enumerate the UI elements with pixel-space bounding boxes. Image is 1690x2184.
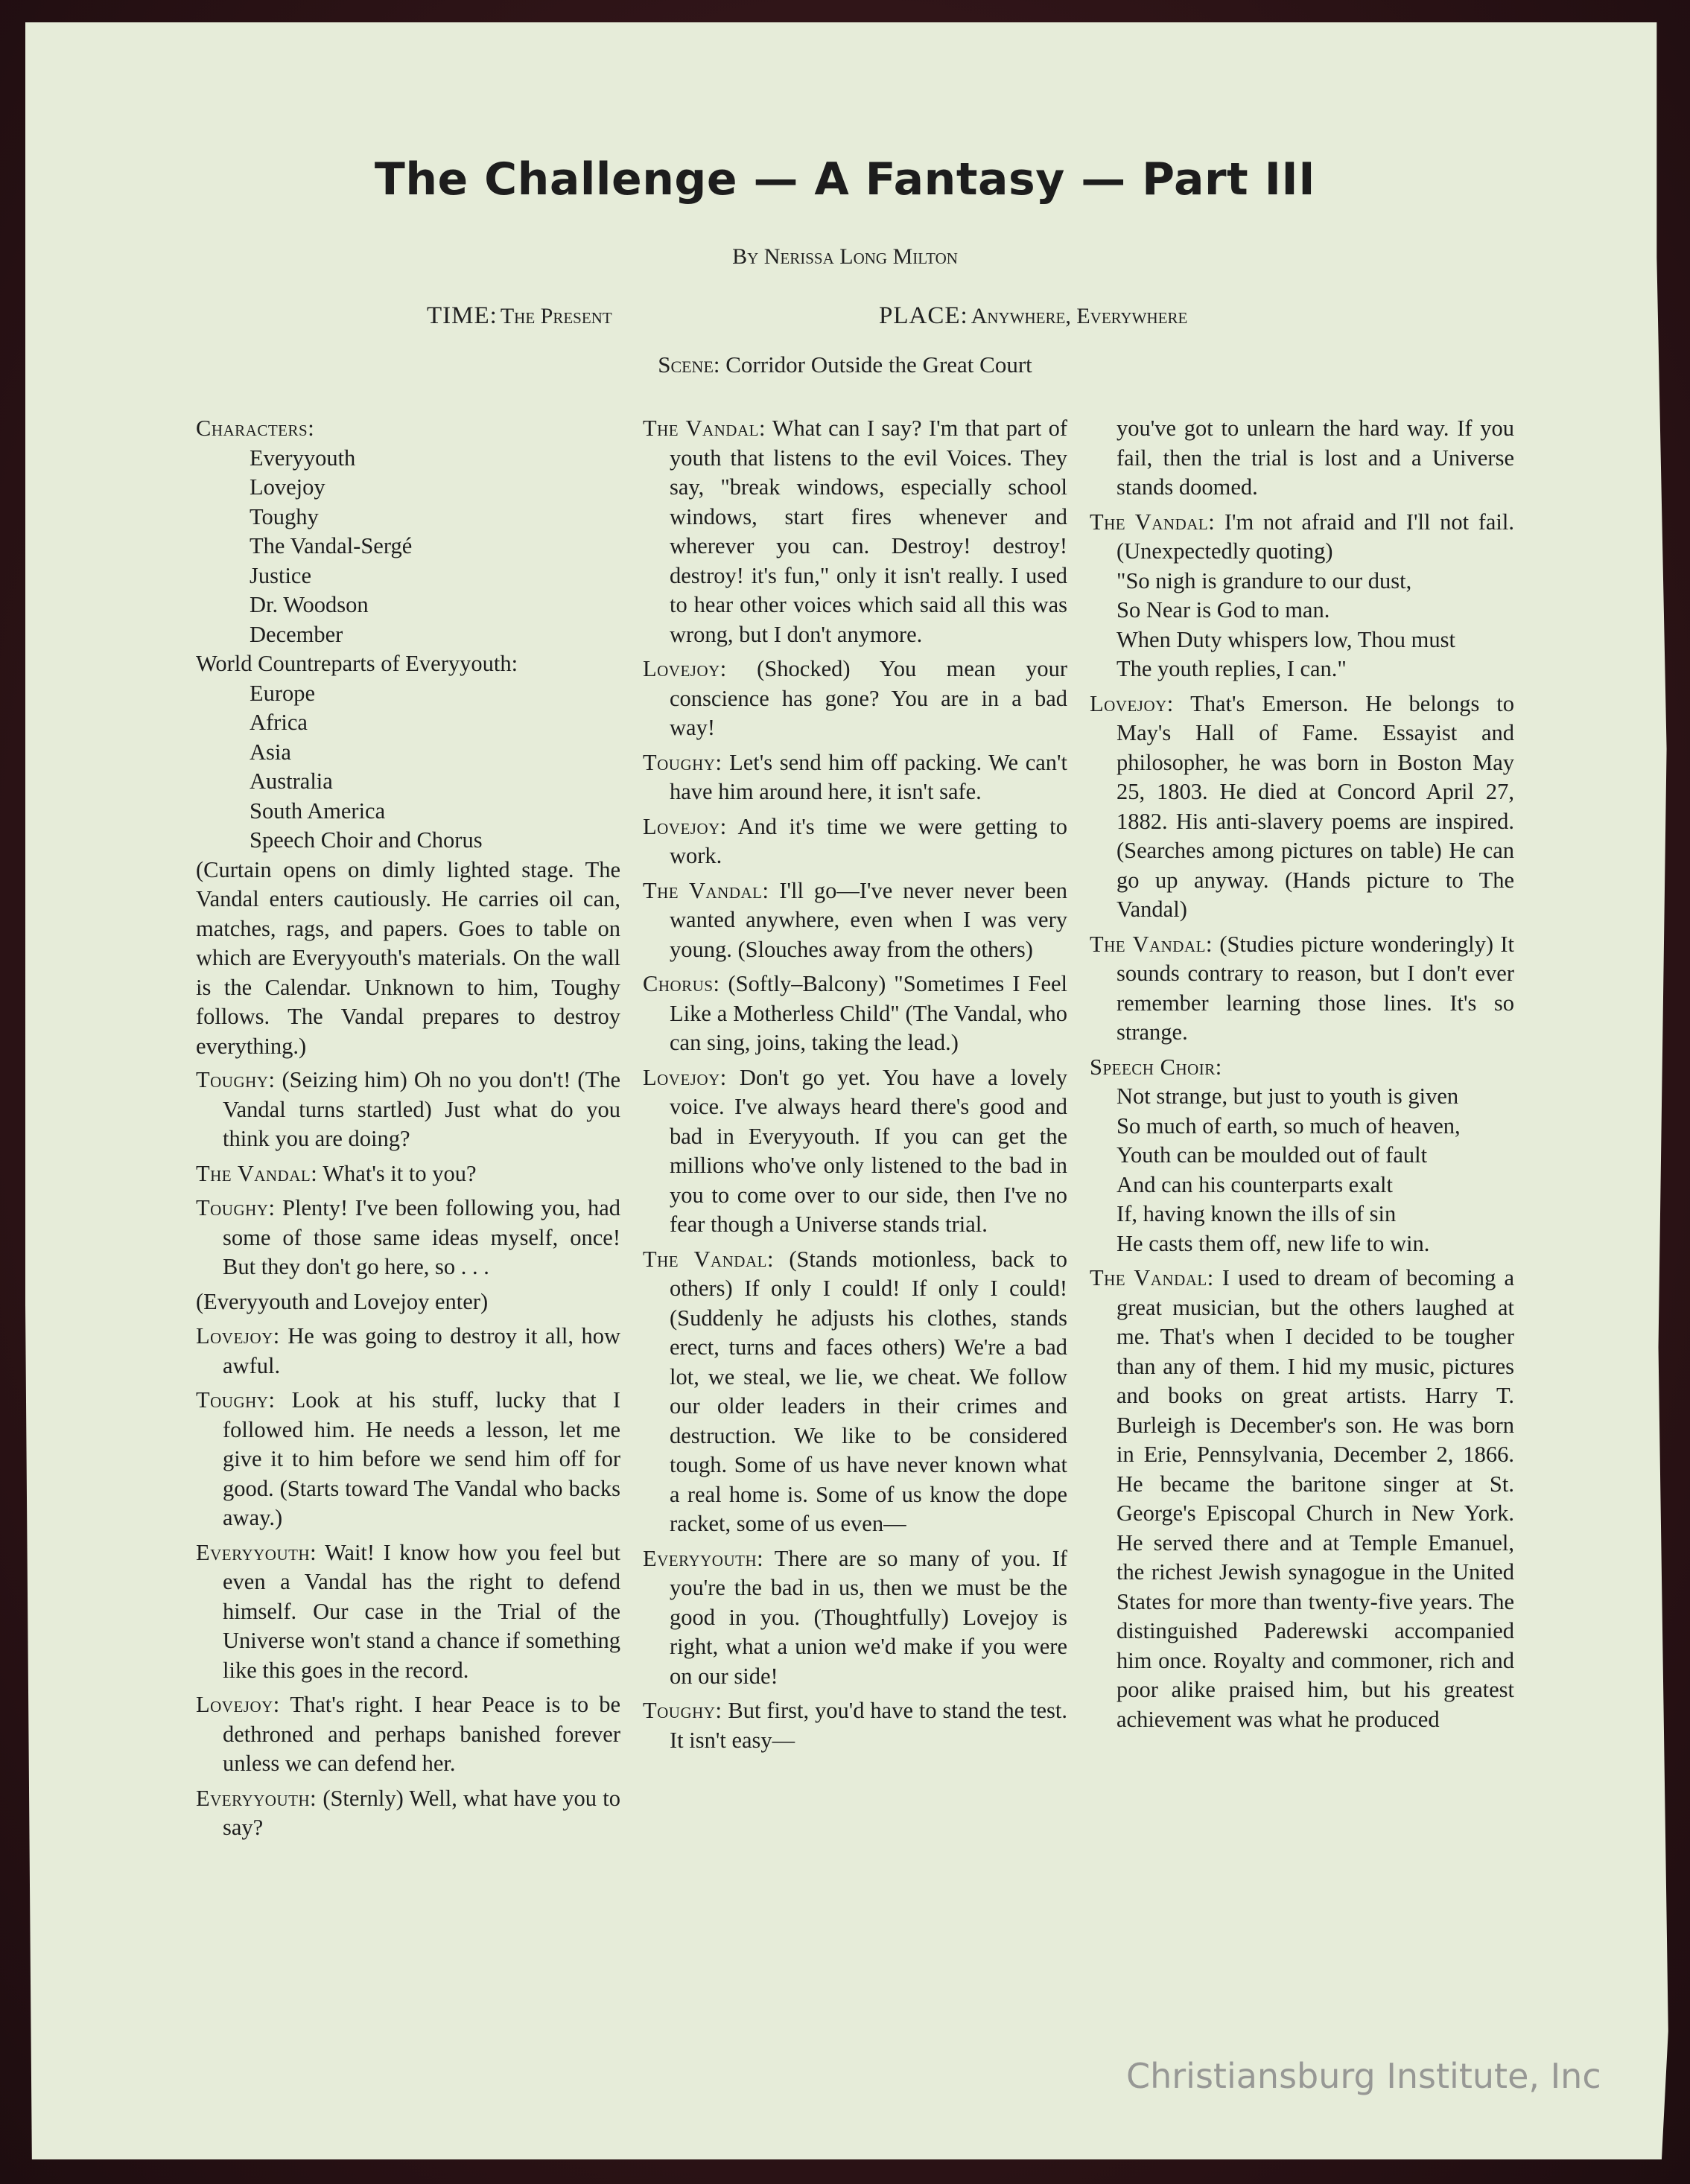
text-column-3 <box>1090 414 1514 1739</box>
dialogue-paragraph <box>196 1159 620 1189</box>
verse-line: Not strange, but just to youth is given <box>1116 1083 1459 1109</box>
verse-line: The youth replies, I can." <box>1116 656 1347 681</box>
scene-value: Corridor Outside the Great Court <box>725 351 1032 378</box>
dialogue-paragraph <box>1090 690 1514 925</box>
verse-line: When Duty whispers low, Thou must <box>1116 626 1455 652</box>
speech-choir-heading: Speech Choir: <box>1090 1054 1222 1080</box>
watermark-text: Christiansburg Institute, Inc <box>1126 2056 1601 2096</box>
speaker-name: The Vandal: <box>643 1246 774 1272</box>
speaker-name: Everyyouth: <box>643 1545 764 1571</box>
dialogue-text: (Sternly) Well, what have you to say? <box>223 1785 620 1840</box>
dialogue-text: I'm not afraid and I'll not fail. (Unexpectedly quoting) <box>1116 509 1515 564</box>
counterpart-name: Europe <box>250 680 316 706</box>
dialogue-text: That's Emerson. He belongs to May's Hall of Fame. Essayist and philosopher, he was born in Boston May 25, 1803. He died at Concord April 27, 1882. His anti-slavery poems are inspired. (Searches among pictures on table) He can go up anyway. (Hands picture to The Vandal) <box>1116 690 1514 922</box>
speaker-name: The Vandal: <box>1090 1265 1214 1290</box>
speaker-name: Toughy: <box>196 1387 276 1413</box>
speaker-name: Toughy: <box>196 1067 276 1092</box>
dialogue-paragraph <box>196 1784 620 1843</box>
speaker-name: Lovejoy: <box>643 813 727 839</box>
character-name: Justice <box>250 562 312 588</box>
dialogue-continuation: you've got to unlearn the hard way. If you fail, then the trial is lost and a Universe stands doomed. <box>1116 416 1514 500</box>
speaker-name: Lovejoy: <box>643 656 727 681</box>
scene-label: Scene: <box>658 351 720 378</box>
dialogue-text: I used to dream of becoming a great musician, but the others laughed at me. That's when I decided to be tougher than any of them. I hid my music, pictures and books on great artists. Harry T. Burleigh is December's son. He was born in Erie, Pennsylvania, December 2, 1866. He became the baritone singer at St. George's Episcopal Church in New York. He served there and at Temple Emanuel, the richest Jewish synagogue in the United States for more than twenty-five years. The distinguished Paderewski accompanied him once. Royalty and commoner, rich and poor alike praised him, but his greatest achievement was what he produced <box>1116 1265 1514 1732</box>
dialogue-paragraph <box>196 1194 620 1282</box>
dialogue-paragraph <box>196 1322 620 1381</box>
dialogue-text: There are so many of you. If you're the bad in us, then we must be the good in you. (Thoughtfully) Lovejoy is right, what a union we'd make if you were on our side! <box>670 1545 1067 1689</box>
dialogue-paragraph <box>643 1696 1067 1755</box>
dialogue-text: But first, you'd have to stand the test. It isn't easy— <box>670 1698 1067 1753</box>
dialogue-text: (Seizing him) Oh no you don't! (The Vandal turns startled) Just what do you think you are doing? <box>223 1067 620 1151</box>
verse-line: If, having known the ills of sin <box>1116 1201 1397 1226</box>
time-line <box>427 302 612 330</box>
counterpart-name: Asia <box>250 739 291 765</box>
text-column-2 <box>643 414 1067 1760</box>
speaker-name: The Vandal: <box>643 416 766 441</box>
dialogue-text: That's right. I hear Peace is to be dethroned and perhaps banished forever unless we can defend her. <box>223 1692 621 1776</box>
dialogue-paragraph <box>643 1544 1067 1692</box>
verse-line: So Near is God to man. <box>1116 597 1330 623</box>
counterpart-name: Speech Choir and Chorus <box>250 827 483 853</box>
dialogue-text: He was going to destroy it all, how awful. <box>223 1323 621 1378</box>
counterpart-name: Africa <box>250 710 308 735</box>
speaker-name: Lovejoy: <box>196 1323 280 1349</box>
counterpart-name: Australia <box>250 768 333 794</box>
dialogue-text: Plenty! I've been following you, had some of those same ideas myself, once! But they don't go here, so . . . <box>223 1195 621 1279</box>
dialogue-text: (Stands motionless, back to others) If only I could! If only I could! (Suddenly he adjusts his clothes, stands erect, turns and faces others) We're a bad lot, we steal, we lie, we cheat. We follow our older leaders in their crimes and destruction. We like to be considered tough. Some of us have never known what a real home is. Some of us know the dope racket, some of us even— <box>670 1246 1068 1536</box>
dialogue-text: Wait! I know how you feel but even a Vandal has the right to defend himself. Our case in the Trial of the Universe won't stand a chance if something like this goes in the record. <box>223 1539 621 1683</box>
place-line <box>879 302 1187 330</box>
dialogue-paragraph <box>643 970 1067 1058</box>
speaker-name: The Vandal: <box>643 877 769 903</box>
speaker-name: The Vandal: <box>196 1160 318 1186</box>
dialogue-paragraph <box>196 1690 620 1779</box>
verse-line: He casts them off, new life to win. <box>1116 1230 1430 1256</box>
scene-line <box>0 351 1690 378</box>
dialogue-paragraph <box>196 1386 620 1533</box>
verse-line: And can his counterparts exalt <box>1116 1171 1393 1197</box>
dialogue-paragraph <box>196 1538 620 1686</box>
world-counterparts-heading: World Countreparts of Everyyouth: <box>196 651 518 676</box>
dialogue-text: (Shocked) You mean your conscience has gone? You are in a bad way! <box>670 656 1067 740</box>
place-value: Anywhere, Everywhere <box>971 304 1188 328</box>
speaker-name: Chorus: <box>643 971 720 996</box>
dialogue-text: Don't go yet. You have a lovely voice. I've always heard there's good and bad in Everyyouth. If you can get the millions who've only listened to the bad in you to come over to our side, then I've no fear though a Universe stands trial. <box>670 1064 1067 1237</box>
speaker-name: Lovejoy: <box>1090 690 1174 716</box>
dialogue-paragraph <box>196 1066 620 1154</box>
character-name: The Vandal-Sergé <box>250 533 413 558</box>
characters-heading: Characters: <box>196 416 315 441</box>
dialogue-text: Let's send him off packing. We can't have him around here, it isn't safe. <box>670 749 1067 804</box>
speaker-name: Everyyouth: <box>196 1785 317 1811</box>
time-value: The Present <box>500 304 612 328</box>
dialogue-paragraph <box>1090 1264 1514 1734</box>
verse-line: So much of earth, so much of heaven, <box>1116 1112 1461 1139</box>
character-name: Dr. Woodson <box>250 592 369 617</box>
time-label: TIME: <box>427 302 498 329</box>
text-column-1 <box>196 414 620 1848</box>
character-name: Toughy <box>250 503 319 529</box>
speaker-name: Lovejoy: <box>196 1692 280 1717</box>
character-name: December <box>250 621 343 647</box>
verse-line: "So nigh is grandure to our dust, <box>1116 567 1412 593</box>
dialogue-text: Look at his stuff, lucky that I followed him. He needs a lesson, let me give it to him before we send him off for good. (Starts toward The Vandal who backs away.) <box>223 1387 621 1530</box>
dialogue-text: I'll go—I've never never been wanted anywhere, even when I was very young. (Slouches away from the others) <box>670 877 1068 962</box>
speaker-name: Toughy: <box>196 1195 276 1220</box>
dialogue-text: (Studies picture wonderingly) It sounds contrary to reason, but I don't ever remember learning those lines. It's so strange. <box>1116 931 1515 1045</box>
dialogue-paragraph <box>643 876 1067 965</box>
dialogue-text: And it's time we were getting to work. <box>670 813 1067 868</box>
dialogue-paragraph <box>643 1063 1067 1240</box>
dialogue-paragraph <box>1090 930 1514 1048</box>
speaker-name: Lovejoy: <box>643 1064 727 1090</box>
article-title: The Challenge — A Fantasy — Part III <box>374 153 1316 206</box>
speaker-name: Toughy: <box>643 749 722 775</box>
speaker-name: Everyyouth: <box>196 1539 317 1565</box>
speaker-name: The Vandal: <box>1090 509 1216 535</box>
verse-line: Youth can be moulded out of fault <box>1116 1142 1428 1168</box>
character-name: Lovejoy <box>250 474 325 500</box>
dialogue-paragraph <box>643 748 1067 807</box>
speaker-name: Toughy: <box>643 1698 722 1723</box>
dialogue-paragraph <box>643 812 1067 871</box>
speaker-name: The Vandal: <box>1090 931 1213 957</box>
dialogue-paragraph <box>643 1245 1067 1539</box>
dialogue-text: What can I say? I'm that part of youth that listens to the evil Voices. They say, "break windows, especially school windows, start fires whenever and wherever you can. Destroy! destroy! destroy! it's fun," only it isn't really. I used to hear other voices which said all this was wrong, but I don't anymore. <box>670 416 1068 647</box>
character-name: Everyyouth <box>250 445 356 471</box>
dialogue-text: (Softly–Balcony) "Sometimes I Feel Like a Motherless Child" (The Vandal, who can sing, joins, taking the lead.) <box>670 971 1067 1055</box>
stage-direction-text: (Everyyouth and Lovejoy enter) <box>196 1288 489 1314</box>
stage-direction-text: (Curtain opens on dimly lighted stage. The Vandal enters cautiously. He carries oil can, matches, rags, and papers. Goes to table on which are Everyyouth's materials. On the wall is the Calendar. Unknown to him, Toughy follows. The Vandal prepares to destroy everything.) <box>196 856 620 1059</box>
counterpart-name: South America <box>250 797 386 824</box>
dialogue-text: What's it to you? <box>323 1160 477 1186</box>
stage-direction <box>196 856 620 1062</box>
dialogue-paragraph <box>643 655 1067 743</box>
byline: By Nerissa Long Milton <box>732 244 958 269</box>
place-label: PLACE: <box>879 302 968 329</box>
dialogue-paragraph <box>643 414 1067 649</box>
stage-direction <box>196 1287 620 1317</box>
dialogue-paragraph <box>1090 508 1514 567</box>
